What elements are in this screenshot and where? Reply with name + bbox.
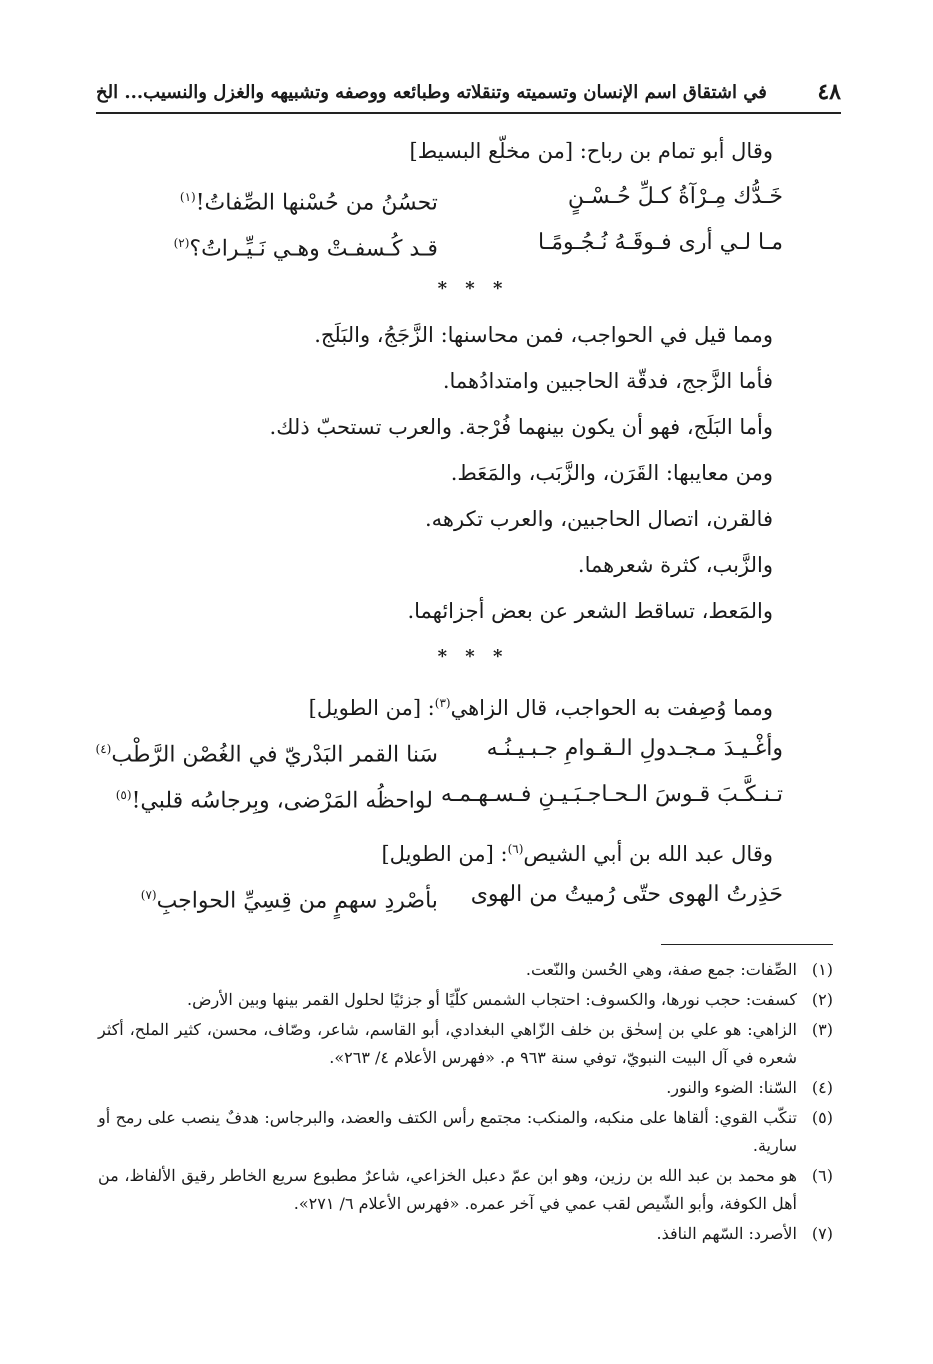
footnote-number: (٥) — [811, 1108, 833, 1127]
footnote — [98, 1074, 833, 1102]
verse-hemistich-second: قـد كُـسفـتْ وهـي نَـيِّـراتُ؟$^{(٢)}$ — [173, 236, 438, 262]
footnote-ref[interactable]: (٢) — [173, 236, 190, 250]
footnote-ref[interactable]: (٥) — [115, 788, 132, 802]
paragraph: فالقرن، اتصال الحاجبين، والعرب تكرهه. — [425, 507, 773, 531]
verse-hemistich-second: سَنا القمر البَدْريّ في الغُصْن الرَّطْب$^{(٤)}$ — [95, 742, 438, 768]
verse-line — [93, 872, 783, 918]
verse-line — [93, 174, 783, 220]
page-number: ٤٨ — [817, 79, 841, 105]
section-separator: * * * — [437, 646, 509, 667]
footnote-divider — [661, 944, 833, 945]
page-header — [96, 72, 841, 114]
footnote-text: الصِّفات: جمع صفة، وهي الحُسن والنّعت. — [525, 960, 797, 979]
footnote-number: (٦) — [811, 1166, 833, 1185]
poem-intro-abi-alshis: وقال عبد الله بن أبي الشيص$^{(٦)}$: [من الطويل] — [381, 842, 773, 866]
footnote-ref[interactable]: (١) — [179, 190, 196, 204]
footnote — [98, 956, 833, 984]
footnote-ref[interactable]: (٦) — [507, 842, 524, 856]
footnote-number: (٣) — [811, 1020, 833, 1039]
page-body — [93, 128, 783, 918]
footnote-ref[interactable]: (٤) — [95, 742, 112, 756]
verse-hemistich-first: تـنـكَّـبَ قـوسَ الـحـاجـبَـيـنِ فـسـهـمـه — [440, 782, 783, 807]
spacer — [93, 818, 783, 826]
paragraph: وأما البَلَج، فهو أن يكون بينهما فُرْجة. والعرب تستحبّ ذلك. — [269, 415, 773, 439]
verse-hemistich-second: لواحظُه المَرْضى، وبِرجاسُه قلبي!$^{(٥)}$ — [115, 788, 433, 814]
footnote-ref[interactable]: (٧) — [140, 888, 157, 902]
footnote-number: (٧) — [811, 1224, 833, 1243]
footnote-text: هو محمد بن عبد الله بن رزين، وهو ابن عمّ دعبل الخزاعي، شاعرٌ مطبوع سريع الخاطر رقيق الألفاظ، من أهل الكوفة، وأبو الشّيص لقب عمي في آخر عمره. «فهرس الأعلام ٦/ ٢٧١». — [98, 1166, 797, 1213]
verse-hemistich-second: تحسُنُ من حُسْنها الصِّفاتُ!$^{(١)}$ — [179, 190, 438, 216]
running-title: في اشتقاق اسم الإنسان وتسميته وتنقلاته وطبائعه ووصفه وتشبيهه والغزل والنسيب... الخ — [96, 81, 767, 103]
footnote — [98, 1104, 833, 1160]
footnote-text: السّنا: الضوء والنور. — [666, 1078, 797, 1097]
verse-line — [93, 772, 783, 818]
verse-hemistich-second: بأصْردِ سهمٍ من قِسِيِّ الحواجبِ$^{(٧)}$ — [140, 888, 438, 914]
poem-intro-abu-tammam: وقال أبو تمام بن رباح: [من مخلّع البسيط] — [409, 139, 773, 163]
section-separator: * * * — [437, 278, 509, 299]
poem-intro-zahi: ومما وُصِفت به الحواجب، قال الزاهي$^{(٣)}$: [من الطويل] — [308, 696, 773, 720]
footnote-text: الأصرد: السّهم النافذ. — [656, 1224, 797, 1243]
paragraph: والزَّبب، كثرة شعرهما. — [577, 553, 773, 577]
paragraph: فأما الزَّجج، فدقّة الحاجبين وامتدادُهما. — [442, 369, 773, 393]
footnote-text: كسفت: حجب نورها، والكسوف: احتجاب الشمس كلّيًا أو جزئيًا لحلول القمر بينها وبين الأرض. — [187, 990, 797, 1009]
verse-hemistich-first: خَـدُّك مِـرْآةُ كـلِّ حُـسْـنٍ — [567, 184, 783, 209]
paragraph: ومما قيل في الحواجب، فمن محاسنها: الزَّجَجُ، والبَلَج. — [314, 323, 773, 347]
footnote-ref[interactable]: (٣) — [434, 696, 451, 710]
footnotes — [98, 956, 833, 1250]
verse-hemistich-first: حَذِرتُ الهوى حتّى رُميتُ من الهوى — [470, 882, 783, 907]
footnote-text: تنكّب القوي: ألقاها على منكبه، والمنكب: مجتمع رأس الكتف والعضد، والبرجاس: هدفٌ ينصب على رمح أو سارية. — [98, 1108, 797, 1155]
verse-line — [93, 726, 783, 772]
footnote — [98, 1016, 833, 1072]
paragraph: ومن معايبها: القَرَن، والزَّبَب، والمَعَط. — [450, 461, 773, 485]
footnote-number: (٤) — [811, 1078, 833, 1097]
footnote — [98, 1162, 833, 1218]
verse-line — [93, 220, 783, 266]
paragraph: والمَعط، تساقط الشعر عن بعض أجزائهما. — [407, 599, 773, 623]
footnote — [98, 1220, 833, 1248]
footnote-text: الزاهي: هو علي بن إسحٰق بن خلف الزّاهي البغدادي، أبو القاسم، شاعر، وصّاف، محسن، كثير الملح، أكثر شعره في آل البيت النبويّ، توفي سنة ٩٦٣ م. «فهرس الأعلام ٤/ ٢٦٣». — [98, 1020, 797, 1067]
footnote-number: (٢) — [811, 990, 833, 1009]
footnote — [98, 986, 833, 1014]
footnote-number: (١) — [811, 960, 833, 979]
verse-hemistich-first: وأغْـيـدَ مـجـدولِ الـقـوامِ جـبـيـنُـه — [486, 736, 783, 761]
verse-hemistich-first: مـا لـي أرى فـوقَـهُ نُـجُـومًـا — [538, 230, 783, 255]
